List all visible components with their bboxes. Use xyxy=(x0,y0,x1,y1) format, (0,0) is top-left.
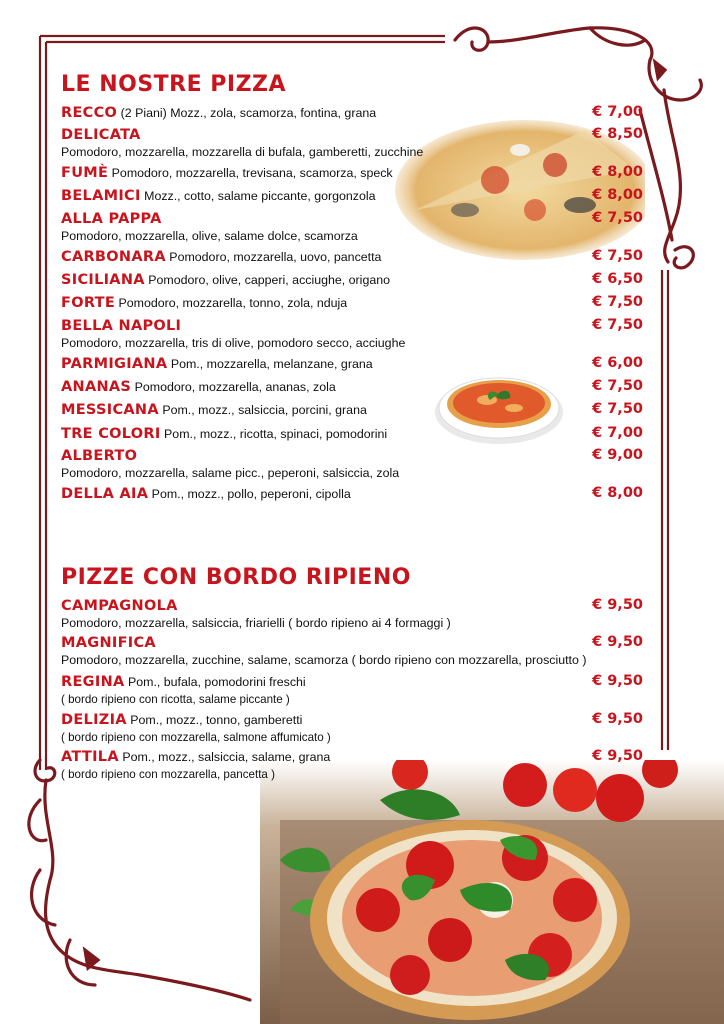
item-name: DELIZIA xyxy=(61,712,127,728)
menu-item-belamici xyxy=(61,187,643,205)
item-price: € 7,50 xyxy=(592,210,643,226)
item-price: € 8,00 xyxy=(592,164,643,180)
item-name: ALBERTO xyxy=(61,448,138,464)
menu-item-ananas xyxy=(61,378,643,396)
item-price: € 7,00 xyxy=(592,425,643,441)
menu-item-messicana xyxy=(61,401,643,419)
item-desc: Pom., mozz., tonno, gamberetti xyxy=(126,713,303,727)
item-name: REGINA xyxy=(61,674,125,690)
item-desc-extra: ( bordo ripieno con ricotta, salame piccante ) xyxy=(61,693,290,706)
ornament-corner-bottom-left-icon xyxy=(29,760,250,1000)
item-name: CAMPAGNOLA xyxy=(61,598,178,614)
item-desc: Pom., mozzarella, melanzane, grana xyxy=(167,357,373,371)
item-desc: Pom., bufala, pomodorini freschi xyxy=(124,675,306,689)
item-desc: Pom., mozz., ricotta, spinaci, pomodorini xyxy=(160,427,388,441)
section-title-nostre-pizza: LE NOSTRE PIZZA xyxy=(61,72,287,97)
item-name: MESSICANA xyxy=(61,402,159,418)
item-name: ANANAS xyxy=(61,379,132,395)
item-name: SICILIANA xyxy=(61,272,145,288)
item-desc-extra: ( bordo ripieno con mozzarella, pancetta ) xyxy=(61,768,275,781)
item-price: € 9,50 xyxy=(592,597,643,613)
item-price: € 6,50 xyxy=(592,271,643,287)
item-desc: Pomodoro, mozzarella, salame picc., peperoni, salsiccia, zola xyxy=(61,466,400,480)
item-desc: Pomodoro, mozzarella, trevisana, scamorza, speck xyxy=(108,166,393,180)
menu-item-bella-napoli xyxy=(61,317,643,352)
section-title-bordo-ripieno: PIZZE CON BORDO RIPIENO xyxy=(61,565,411,590)
menu-item-carbonara xyxy=(61,248,643,266)
menu-item-tre-colori xyxy=(61,425,643,443)
item-name: MAGNIFICA xyxy=(61,635,156,651)
item-desc: Pom., mozz., salsiccia, salame, grana xyxy=(118,750,331,764)
item-price: € 7,50 xyxy=(592,378,643,394)
menu-item-recco xyxy=(61,104,643,122)
item-price: € 7,00 xyxy=(592,104,643,120)
item-price: € 8,00 xyxy=(592,187,643,203)
item-desc: Pomodoro, mozzarella, zucchine, salame, scamorza ( bordo ripieno con mozzarella, prosciutto ) xyxy=(61,653,587,667)
item-desc: Pom., mozz., pollo, peperoni, cipolla xyxy=(148,487,351,501)
menu-item-delicata xyxy=(61,126,643,161)
item-price: € 9,50 xyxy=(592,748,643,764)
item-price: € 8,00 xyxy=(592,485,643,501)
item-price: € 9,50 xyxy=(592,634,643,650)
item-name: FUMÈ xyxy=(61,165,109,181)
menu-item-della-aia xyxy=(61,485,643,503)
item-price: € 9,00 xyxy=(592,447,643,463)
item-price: € 9,50 xyxy=(592,711,643,727)
item-name: PARMIGIANA xyxy=(61,356,168,372)
item-name: CARBONARA xyxy=(61,249,166,265)
item-desc: Mozz., cotto, salame piccante, gorgonzola xyxy=(140,189,376,203)
item-price: € 7,50 xyxy=(592,317,643,333)
menu-item-delizia xyxy=(61,711,643,746)
menu-item-attila xyxy=(61,748,643,783)
item-price: € 7,50 xyxy=(592,294,643,310)
menu-item-magnifica xyxy=(61,634,643,669)
item-name: BELLA NAPOLI xyxy=(61,318,182,334)
item-price: € 8,50 xyxy=(592,126,643,142)
item-price: € 7,50 xyxy=(592,401,643,417)
item-price: € 6,00 xyxy=(592,355,643,371)
item-price: € 9,50 xyxy=(592,673,643,689)
item-desc-extra: ( bordo ripieno con mozzarella, salmone affumicato ) xyxy=(61,731,331,744)
item-desc: (2 Piani) Mozz., zola, scamorza, fontina, grana xyxy=(117,106,377,120)
item-price: € 7,50 xyxy=(592,248,643,264)
item-desc: Pomodoro, mozzarella, mozzarella di bufala, gamberetti, zucchine xyxy=(61,145,424,159)
item-name: TRE COLORI xyxy=(61,426,161,442)
item-name: BELAMICI xyxy=(61,188,141,204)
menu-item-alla-pappa xyxy=(61,210,643,245)
item-desc: Pomodoro, mozzarella, tonno, zola, nduja xyxy=(115,296,348,310)
item-name: ALLA PAPPA xyxy=(61,211,162,227)
menu-item-forte xyxy=(61,294,643,312)
item-desc: Pomodoro, mozzarella, olive, salame dolce, scamorza xyxy=(61,229,358,243)
item-name: RECCO xyxy=(61,105,118,121)
item-name: ATTILA xyxy=(61,749,119,765)
item-name: DELLA AIA xyxy=(61,486,149,502)
item-desc: Pomodoro, mozzarella, uovo, pancetta xyxy=(165,250,382,264)
item-name: DELICATA xyxy=(61,127,141,143)
menu-item-campagnola xyxy=(61,597,643,632)
item-desc: Pomodoro, mozzarella, salsiccia, friarielli ( bordo ripieno ai 4 formaggi ) xyxy=(61,616,451,630)
menu-item-fume xyxy=(61,164,643,182)
item-desc: Pomodoro, olive, capperi, acciughe, origano xyxy=(144,273,391,287)
menu-item-parmigiana xyxy=(61,355,643,373)
menu-item-siciliana xyxy=(61,271,643,289)
menu-item-regina xyxy=(61,673,643,708)
item-desc: Pomodoro, mozzarella, tris di olive, pomodoro secco, acciughe xyxy=(61,336,406,350)
item-name: FORTE xyxy=(61,295,116,311)
menu-item-alberto xyxy=(61,447,643,482)
item-desc: Pom., mozz., salsiccia, porcini, grana xyxy=(158,403,367,417)
item-desc: Pomodoro, mozzarella, ananas, zola xyxy=(131,380,336,394)
pizza-margherita-image xyxy=(260,760,724,1024)
